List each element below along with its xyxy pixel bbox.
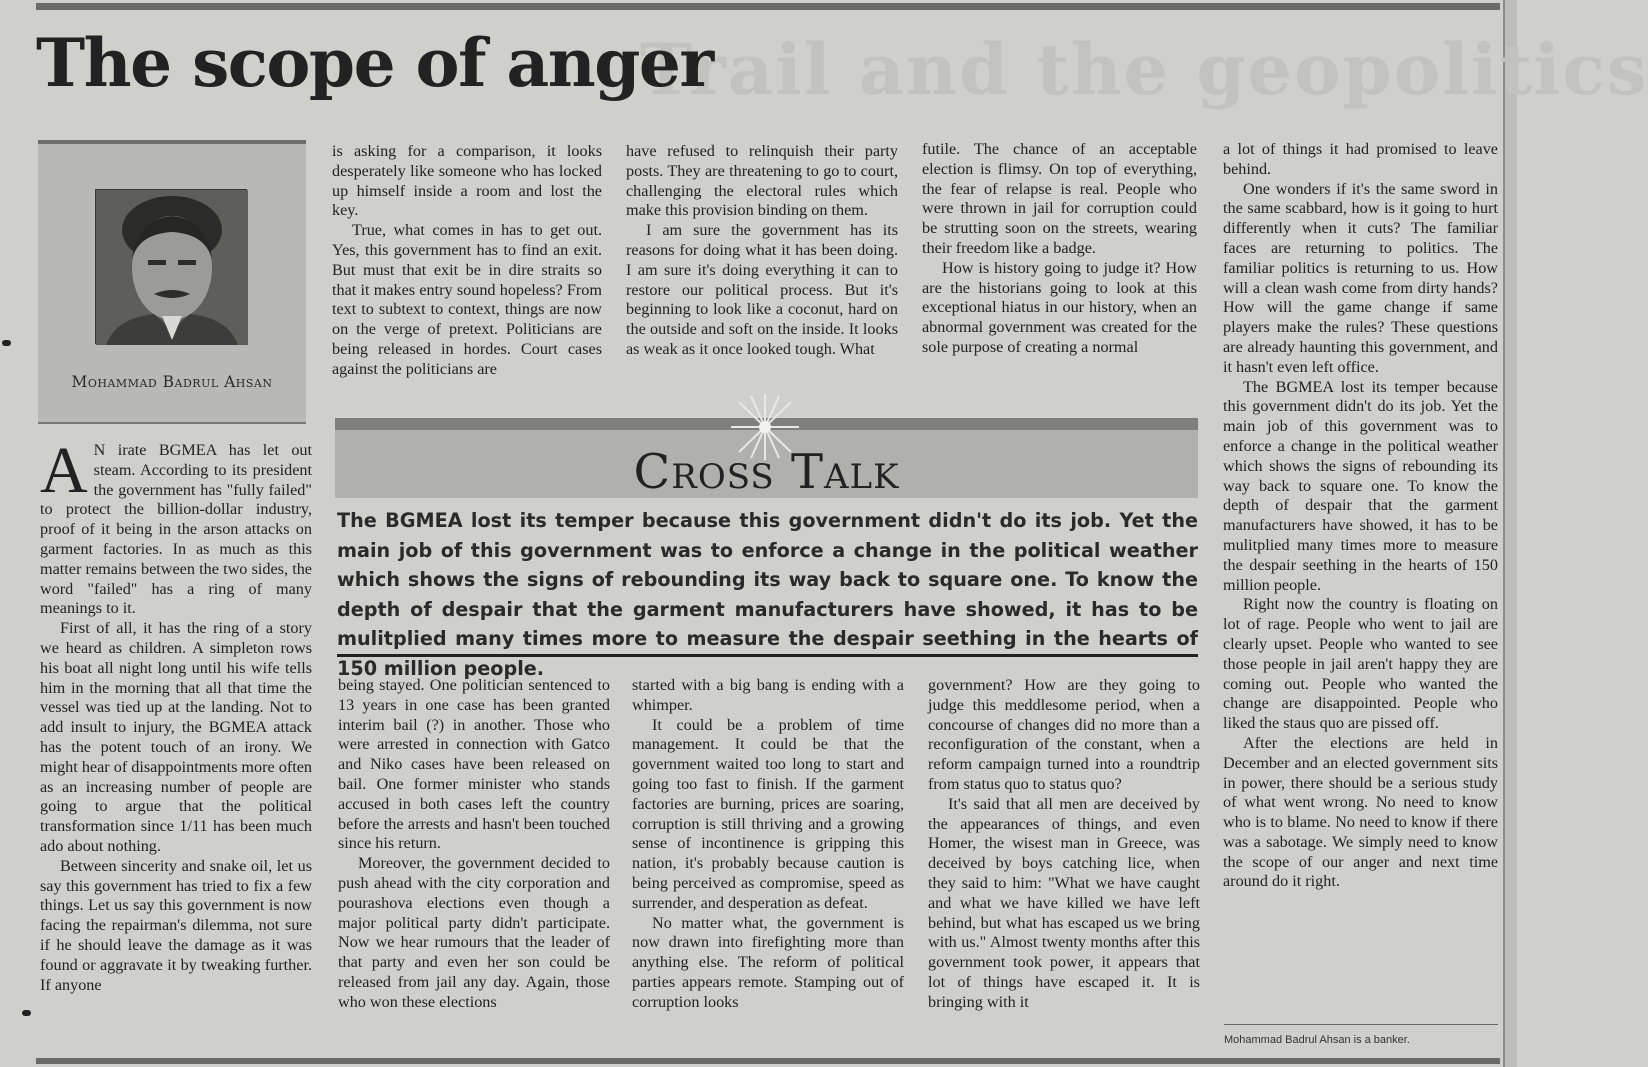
paragraph: First of all, it has the ring of a story we heard as children. A simpleton rows his boat all night long until his wife tells him in the morning that all that time the vessel was tied up at the landing. Not to add insult to injury, the BGMEA attack has the potent touch of an irony. We might hear of disappointments more often as an increasing number of people are going to argue that the political transformation since 1/11 has been much ado about nothing. — [40, 619, 312, 855]
paragraph: True, what comes in has to get out. Yes, this government has to find an exit. But must that exit be in dire straits so that it makes entry sound hopeless? From text to subtext to context, things are now on the verge of pretext. Politicians are being released in hordes. Court cases against the politicians are — [332, 221, 602, 378]
bleed-through-headline: Trail and the geopolitics — [640, 28, 1648, 111]
bottom-rule — [36, 1058, 1500, 1064]
column-4-top — [922, 140, 1197, 358]
portrait-image — [96, 190, 248, 345]
column-3-bottom — [632, 676, 904, 1013]
author-photo — [95, 189, 247, 344]
scan-mark — [2, 340, 11, 346]
column-4-bottom — [928, 676, 1200, 1013]
paragraph: The BGMEA lost its temper because this government didn't do its job. Yet the main job of this government was to enforce a change in the political weather which shows the signs of rebounding its way back to square one. To know the depth of despair that the garment manufacturers have showed, it has to be mulitplied many times more to measure the despair seething in the hearts of 150 million people. — [1223, 377, 1498, 594]
paragraph: I am sure the government has its reasons for doing what it has been doing. I am sure it's doing everything it can to restore our political process. But it's beginning to look like a coconut, hard on the outside and soft on the inside. It looks as weak as it once looked tough. What — [626, 221, 898, 358]
page-edge — [1503, 0, 1517, 1067]
paragraph: started with a big bang is ending with a whimper. — [632, 676, 904, 714]
paragraph: Between sincerity and snake oil, let us say this government has tried to fix a few things. Let us say this government is now facing the repairman's dilemma, not sure if he should leave the damage as it was found or aggravate it by tweaking further. If anyone — [40, 856, 312, 994]
scan-mark — [22, 1010, 31, 1016]
paragraph: being stayed. One politician sentenced to 13 years in one case has been granted interim bail (?) in another. Those who were arrested in connection with Gatco and Niko cases have been released on bail. One former minister who stands accused in both cases left the country before the arrests and hasn't been touched since his return. — [338, 676, 610, 853]
paragraph: It's said that all men are deceived by the appearances of things, and even Homer, the wisest man in Greece, was deceived by boys catching lice, when they said to him: "What we have caught and what we have killed we have left behind, but what has escaped us we bring with us." Almost twenty months after this government took power, it appears that lot of things have escaped it. It is bringing with it — [928, 794, 1200, 1011]
paragraph: No matter what, the government is now drawn into firefighting more than anything else. The reform of political parties appears remote. Stamping out of corruption looks — [632, 913, 904, 1011]
paragraph: is asking for a comparison, it looks desperately like someone who has locked up himself inside a room and lost the key. — [332, 142, 602, 220]
pull-quote: The BGMEA lost its temper because this government didn't do its job. Yet the main job of this government was to enforce a change in the political weather which shows the signs of rebounding its way back to square one. To know the depth of despair that the garment manufacturers have showed, it has to be mulitplied many times more to measure the despair seething in the hearts of 150 million people. — [337, 509, 1198, 680]
paragraph: futile. The chance of an acceptable election is flimsy. On top of everything, the fear of relapse is real. People who were thrown in jail for corruption could be strutting soon on the streets, wearing their freedom like a badge. — [922, 140, 1197, 257]
paragraph: One wonders if it's the same sword in the same scabbard, how is it going to hurt differently when it cuts? The familiar faces are returning to politics. The familiar politics is returning to us. How will a clean wash come from dirty hands? How will the game change if same players make the rules? These questions are already haunting this government, and it hasn't even left office. — [1223, 179, 1498, 376]
pull-quote-rule — [337, 654, 1198, 657]
drop-cap: A — [40, 434, 88, 507]
paragraph: How is history going to judge it? How are the historians going to look at this exceptional hiatus in our history, when an abnormal government was created for the sole purpose of creating a normal — [922, 258, 1197, 356]
credit-rule — [1224, 1024, 1498, 1025]
column-2-top — [332, 142, 602, 380]
column-1 — [40, 434, 312, 995]
headline: The scope of anger — [36, 24, 713, 102]
author-credit: Mohammad Badrul Ahsan is a banker. — [1224, 1034, 1410, 1046]
paragraph: have refused to relinquish their party posts. They are threatening to go to court, challenging the electoral rules which make this provision binding on them. — [626, 142, 898, 220]
column-2-bottom — [338, 676, 610, 1013]
top-rule — [36, 3, 1500, 10]
paragraph — [40, 434, 312, 619]
author-box — [38, 140, 306, 424]
column-5 — [1223, 140, 1498, 892]
paragraph: Moreover, the government decided to push ahead with the city corporation and pourashova elections even though a major political party didn't participate. Now we hear rumours that the leader of that party and even her son could be released from jail any day. Again, those who won these elections — [338, 854, 610, 1011]
section-title: Cross Talk — [633, 444, 900, 500]
paragraph: After the elections are held in December and an elected government sits in power, there should be a serious study of what went wrong. No need to know who is to blame. No need to know if there was a sabotage. We simply need to know the scope of our anger and next time around do it right. — [1223, 733, 1498, 891]
paragraph-text: N irate BGMEA has let out steam. According to its president the government has "fully failed" to protect the billion-dollar industry, proof of it being in the arson attacks on garment factories. In as much as this matter remains between the two sides, the word "failed" has a ring of many meanings to it. — [40, 441, 312, 618]
paragraph: government? How are they going to judge this meddlesome period, when a concourse of changes did no more than a reconfiguration of the constant, when a reform campaign turned into a roundtrip from status quo to status quo? — [928, 676, 1200, 793]
paragraph: It could be a problem of time management. It could be that the government waited too long to start and going too fast to finish. If the garment factories are burning, prices are soaring, corruption is still thriving and a growing sense of incontinence is gripping this nation, it's probably because caution is being perceived as compromise, speed as surrender, and desperation as defeat. — [632, 715, 904, 912]
starburst-icon — [725, 392, 805, 462]
column-3-top — [626, 142, 898, 360]
author-name: Mohammad Badrul Ahsan — [71, 373, 273, 391]
paragraph: Right now the country is floating on lot of rage. People who went to jail are clearly upset. People who wanted to see those people in jail aren't happy they are coming out. People who wanted the change are disappointed. People who liked the staus quo are pissed off. — [1223, 595, 1498, 733]
paragraph: a lot of things it had promised to leave behind. — [1223, 140, 1498, 178]
